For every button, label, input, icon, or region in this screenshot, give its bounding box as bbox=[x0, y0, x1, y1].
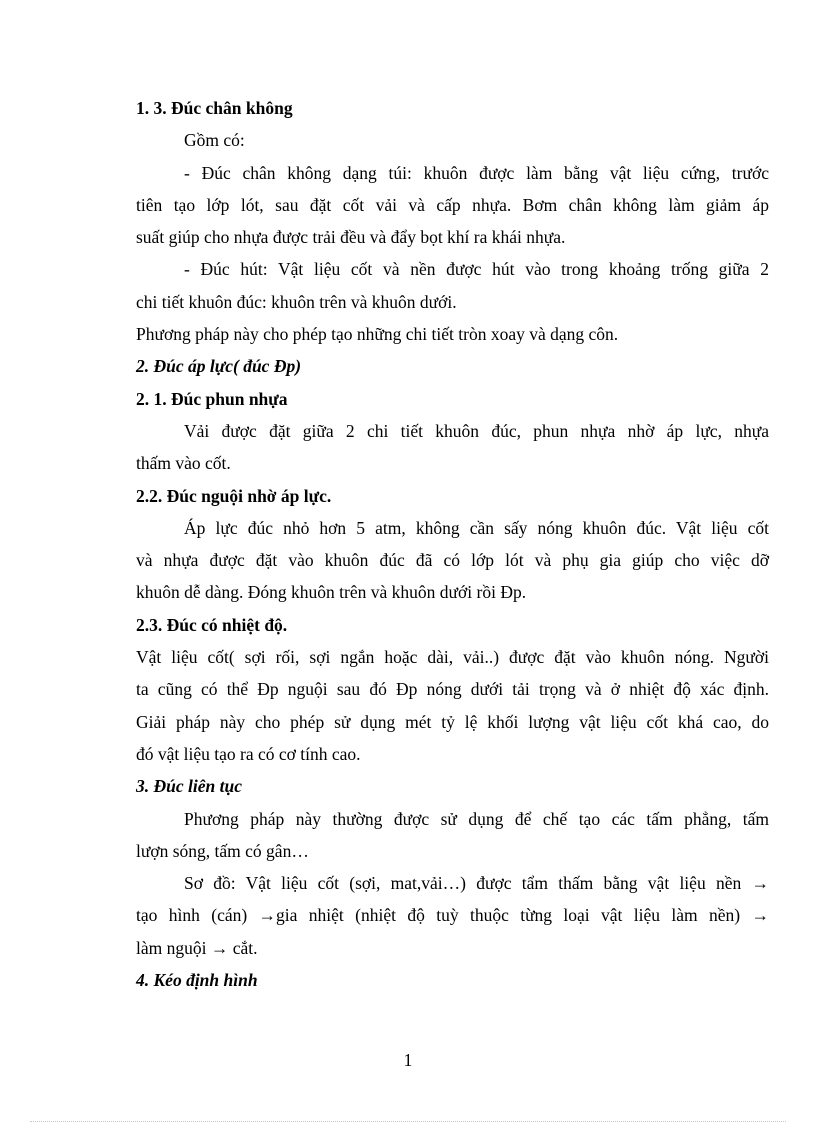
paragraph-line: khuôn dễ dàng. Đóng khuôn trên và khuôn dưới rồi Đp. bbox=[136, 582, 527, 603]
paragraph-line: tiên tạo lớp lót, sau đặt cốt vải và cấp nhựa. Bơm chân không làm giảm áp bbox=[136, 194, 769, 215]
paragraph-line: Phương pháp này cho phép tạo những chi tiết tròn xoay và dạng côn. bbox=[136, 324, 619, 345]
paragraph-line: - Đúc hút: Vật liệu cốt và nền được hút vào trong khoảng trống giữa 2 bbox=[184, 259, 769, 280]
paragraph-line: Phương pháp này thường được sử dụng để chế tạo các tấm phẳng, tấm bbox=[184, 808, 769, 829]
section-heading: 2. 1. Đúc phun nhựa bbox=[136, 388, 288, 409]
paragraph-line: ta cũng có thể Đp nguội sau đó Đp nóng dưới tải trọng và ở nhiệt độ xác định. bbox=[136, 679, 769, 700]
footer-divider bbox=[30, 1121, 786, 1122]
paragraph-line: thấm vào cốt. bbox=[136, 453, 231, 474]
paragraph-line: Sơ đồ: Vật liệu cốt (sợi, mat,vải…) được tẩm thấm bằng vật liệu nền → bbox=[184, 873, 769, 894]
page-number: 1 bbox=[403, 1050, 413, 1070]
paragraph-line: và nhựa được đặt vào khuôn đúc đã có lớp lót và phụ gia giúp cho việc dỡ bbox=[136, 550, 769, 571]
section-heading: 2. Đúc áp lực( đúc Đp) bbox=[136, 356, 302, 377]
paragraph-line: lượn sóng, tấm có gân… bbox=[136, 840, 309, 861]
paragraph-line: Vật liệu cốt( sợi rối, sợi ngắn hoặc dài, vải..) được đặt vào khuôn nóng. Người bbox=[136, 647, 769, 668]
paragraph-line: Vải được đặt giữa 2 chi tiết khuôn đúc, phun nhựa nhờ áp lực, nhựa bbox=[184, 420, 769, 441]
section-heading: 1. 3. Đúc chân không bbox=[136, 98, 293, 118]
section-heading: 3. Đúc liên tục bbox=[136, 776, 242, 797]
paragraph-line: chi tiết khuôn đúc: khuôn trên và khuôn dưới. bbox=[136, 291, 457, 312]
paragraph-line: suất giúp cho nhựa được trải đều và đẩy bọt khí ra khái nhựa. bbox=[136, 227, 566, 248]
section-heading: 2.2. Đúc nguội nhờ áp lực. bbox=[136, 485, 332, 506]
paragraph-line: Áp lực đúc nhỏ hơn 5 atm, không cần sấy nóng khuôn đúc. Vật liệu cốt bbox=[184, 517, 769, 538]
paragraph-line: Gồm có: bbox=[184, 130, 245, 151]
paragraph-line: làm nguội → cắt. bbox=[136, 937, 258, 958]
paragraph-line: tạo hình (cán) →gia nhiệt (nhiệt độ tuỳ thuộc từng loại vật liệu làm nền) → bbox=[136, 905, 769, 926]
paragraph-line: Giải pháp này cho phép sử dụng mét tỷ lệ khối lượng vật liệu cốt khá cao, do bbox=[136, 711, 769, 732]
paragraph-line: - Đúc chân không dạng túi: khuôn được làm bằng vật liệu cứng, trước bbox=[184, 162, 769, 183]
section-heading: 4. Kéo định hình bbox=[136, 970, 258, 991]
paragraph-line: đó vật liệu tạo ra có cơ tính cao. bbox=[136, 743, 361, 764]
section-heading: 2.3. Đúc có nhiệt độ. bbox=[136, 614, 288, 635]
document-body bbox=[136, 92, 769, 996]
